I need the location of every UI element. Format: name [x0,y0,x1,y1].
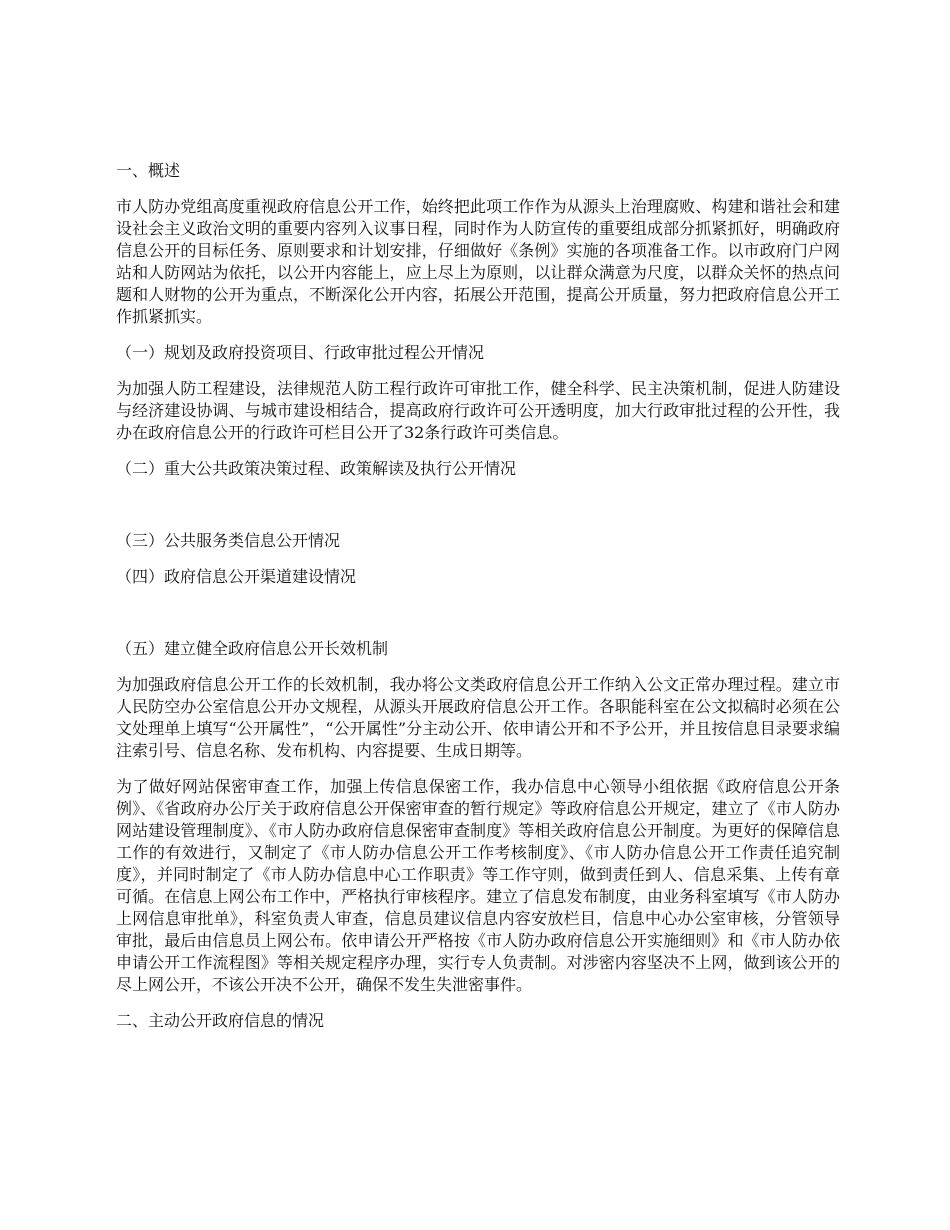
subsection-heading-5: （五）建立健全政府信息公开长效机制 [116,639,389,658]
document-body [116,160,840,1046]
paragraph-security-review: 为了做好网站保密审查工作，加强上传信息保密工作，我办信息中心领导小组依据《政府信息公开条例》、《省政府办公厅关于政府信息公开保密审查的暂行规定》等政府信息公开规定，建立了《市人防办网站建设管理制度》、《市人防办政府信息保密审查制度》等相关政府信息公开制度。为更好的保障信息工作的有效进行，又制定了《市人防办信息公开工作考核制度》、《市人防办信息公开工作责任追究制度》，并同时制定了《市人防办信息中心工作职责》等工作守则，做到责任到人、信息采集、上传有章可循。在信息上网公布工作中，严格执行审核程序。建立了信息发布制度，由业务科室填写《市人防办上网信息审批单》，科室负责人审查，信息员建议信息内容安放栏目，信息中心办公室审核，分管领导审批，最后由信息员上网公布。依申请公开严格按《市人防办政府信息公开实施细则》和《市人防办依申请公开工作流程图》等相关规定程序办理，实行专人负责制。对涉密内容坚决不上网，做到该公开的尽上网公开，不该公开决不公开，确保不发生失泄密事件。 [116,777,840,994]
section-heading-overview: 一、概述 [116,161,181,180]
subsection-heading-4: （四）政府信息公开渠道建设情况 [116,567,357,586]
section-heading-active-disclosure: 二、主动公开政府信息的情况 [116,1011,325,1030]
paragraph-overview: 市人防办党组高度重视政府信息公开工作，始终把此项工作作为从源头上治理腐败、构建和谐社会和建设社会主义政治文明的重要内容列入议事日程，同时作为人防宣传的重要组成部分抓紧抓好，明确政府信息公开的目标任务、原则要求和计划安排，仔细做好《条例》实施的各项准备工作。以市政府门户网站和人防网站为依托，以公开内容能上，应上尽上为原则，以让群众满意为尺度，以群众关怀的热点问题和人财物的公开为重点，不断深化公开内容，拓展公开范围，提高公开质量，努力把政府信息公开工作抓紧抓实。 [116,197,840,326]
subsection-heading-1: （一）规划及政府投资项目、行政审批过程公开情况 [116,343,485,362]
paragraph-mechanism: 为加强政府信息公开工作的长效机制，我办将公文类政府信息公开工作纳入公文正常办理过程。建立市人民防空办公室信息公开办文规程，从源头开展政府信息公开工作。各职能科室在公文拟稿时必须在公文处理单上填写“公开属性”，“公开属性”分主动公开、依申请公开和不予公开，并且按信息目录要求编注索引号、信息名称、发布机构、内容提要、生成日期等。 [116,675,840,760]
subsection-heading-3: （三）公共服务类信息公开情况 [116,531,341,550]
subsection-heading-2: （二）重大公共政策决策过程、政策解读及执行公开情况 [116,459,517,478]
paragraph-approval: 为加强人防工程建设，法律规范人防工程行政许可审批工作，健全科学、民主决策机制，促进人防建设与经济建设协调、与城市建设相结合，提高政府行政许可公开透明度，加大行政审批过程的公开性，我办在政府信息公开的行政许可栏目公开了32条行政许可类信息。 [116,379,840,442]
